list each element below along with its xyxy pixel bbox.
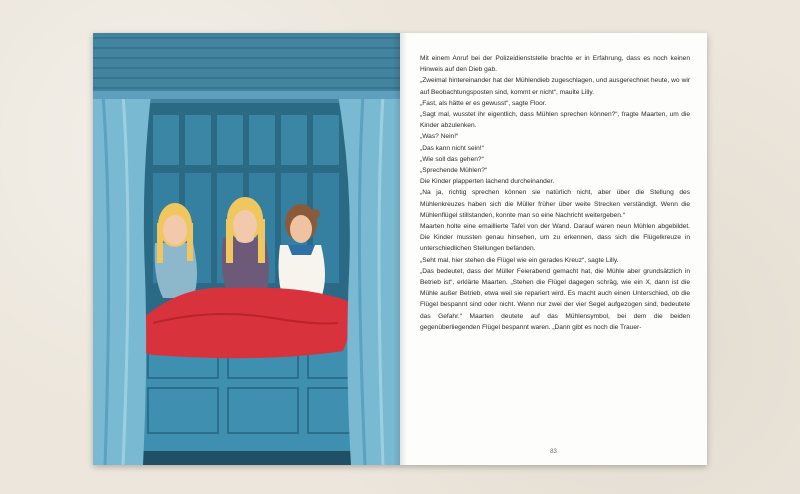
paragraph: Die Kinder plapperten lachend durcheinander. <box>420 178 555 186</box>
curtain-rod <box>93 91 400 99</box>
paragraph: „Zweimal hintereinander hat der Mühlendieb zugeschlagen, und ausgerechnet heute, wo wir auf Beobachtungsposten sind, kommt er nicht“, maulte Lilly. <box>420 77 690 96</box>
text-page <box>400 33 707 465</box>
paragraph: „Das bedeutet, dass der Müller Feierabend gemacht hat, die Mühle aber grundsätzlich in Betrieb ist“, erklärte Maarten. „Stehen die Flügel dagegen schräg, wie ein X, dann ist die Mühle außer Betrieb, etwa weil sie repariert wird. Es macht auch einen Unterschied, ob die Flügel bespannt sind oder nicht. Wenn nur zwei der vier Segel aufgezogen sind, bedeutete das Gefahr.“ Maarten deutete auf das Mühlensymbol, bei dem die beiden gegenüberliegenden Flügel bespannt waren. „Dann gibt es noch die Trauer- <box>420 267 690 331</box>
paragraph: „Wie soll das gehen?“ <box>420 155 484 163</box>
paragraph: „Was? Nein!“ <box>420 133 459 141</box>
open-book <box>93 33 707 465</box>
paragraph: „Na ja, richtig sprechen können sie natürlich nicht, aber über die Stellung des Mühlenkreuzes haben sich die Müller früher über weite Strecken verständigt. Wenn die Mühlenflügel stillstanden, konnte man so eine Nachricht weitergeben.“ <box>420 189 690 219</box>
girl-left <box>155 203 197 298</box>
girl-middle <box>222 197 269 295</box>
page-number: 83 <box>550 449 557 455</box>
paragraph: Mit einem Anruf bei der Polizeidienststelle brachte er in Erfahrung, dass es noch keinen Hinweis auf den Dieb gab. <box>420 55 690 74</box>
paragraph: „Das kann nicht sein!“ <box>420 144 484 152</box>
paragraph: „Sprechende Mühlen?“ <box>420 167 488 175</box>
paragraph: „Fast, als hätte er es gewusst“, sagte Floor. <box>420 99 547 107</box>
paragraph: „Sagt mal, wusstet ihr eigentlich, dass Mühlen sprechen können?“, fragte Maarten, um die Kinder abzulenken. <box>420 111 690 130</box>
paragraph: „Seht mal, hier stehen die Flügel wie ein gerades Kreuz“, sagte Lilly. <box>420 256 619 264</box>
illustration-page <box>93 33 400 465</box>
paragraph: Maarten holte eine emaillierte Tafel von der Wand. Darauf waren neun Mühlen abgebildet. Die Kinder mussten genau hinsehen, um zu erkennen, dass sich die Flügelkreuze in unterschiedlichen Stellungen befanden. <box>420 223 690 253</box>
curtain-left <box>93 95 151 465</box>
story-text <box>420 53 690 333</box>
illustration <box>93 33 400 465</box>
